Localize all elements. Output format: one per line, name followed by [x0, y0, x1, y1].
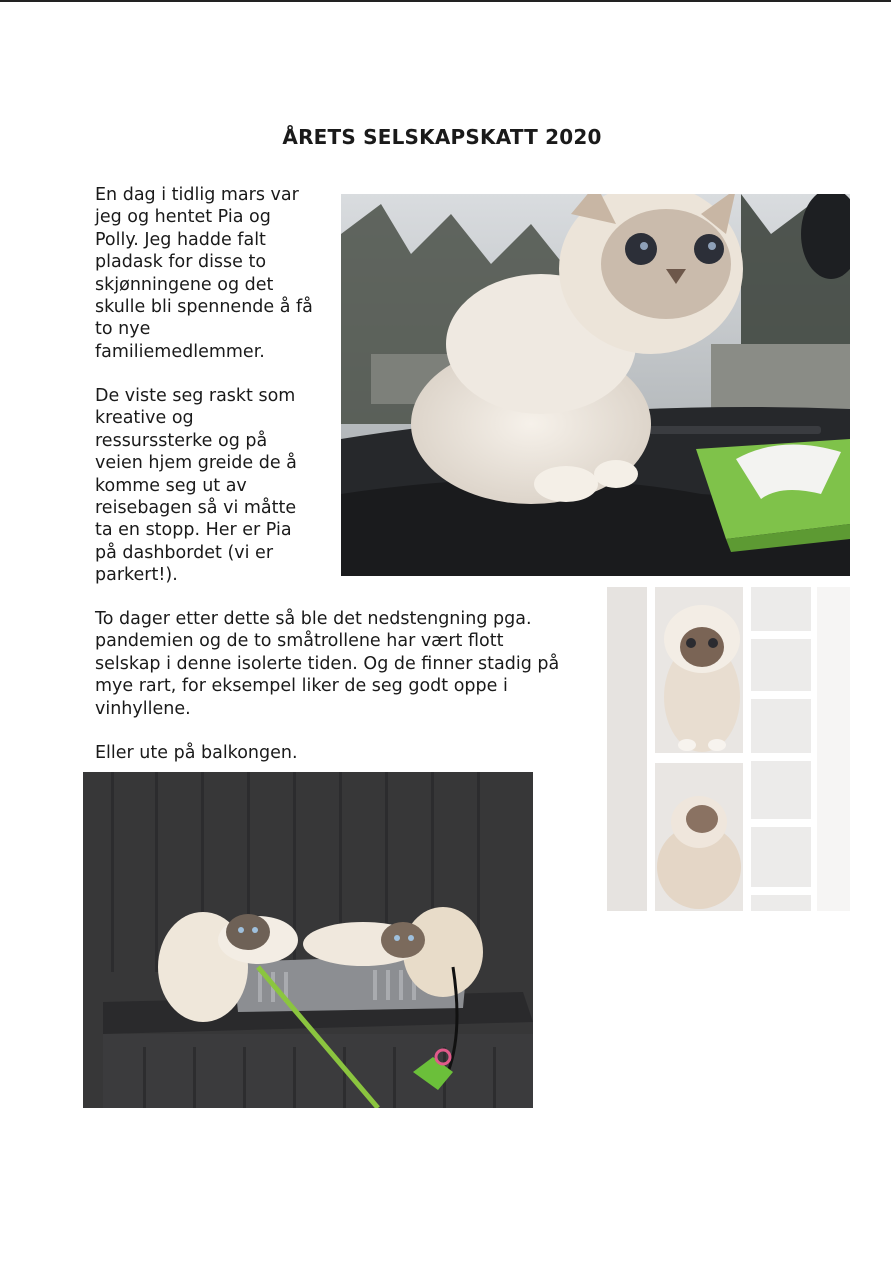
text-line: vinhyllene. — [95, 698, 191, 719]
photo-cat-on-dashboard — [341, 194, 850, 576]
text-line: skulle bli spennende å få — [95, 297, 313, 318]
text-line: Polly. Jeg hadde falt — [95, 229, 266, 250]
paragraph-1 — [95, 184, 335, 363]
text-line: pandemien og de to småtrollene har vært flott — [95, 631, 504, 652]
text-line: reisebagen så vi måtte — [95, 498, 297, 519]
text-line: på dashbordet (vi er — [95, 542, 274, 563]
text-line: kreative og — [95, 408, 194, 429]
text-line: ta en stopp. Her er Pia — [95, 520, 292, 541]
text-line: pladask for disse to — [95, 252, 267, 273]
text-line: skjønningene og det — [95, 274, 274, 295]
text-line: komme seg ut av — [95, 475, 247, 496]
text-line: familiemedlemmer. — [95, 341, 265, 362]
photo-cats-in-wine-shelf — [607, 587, 850, 911]
text-line: selskap i denne isolerte tiden. Og de finner stadig på — [95, 653, 560, 674]
text-line: To dager etter dette så ble det nedstengning pga. — [95, 609, 532, 629]
text-line: ressurssterke og på — [95, 430, 268, 451]
text-line: De viste seg raskt som — [95, 386, 296, 406]
page-title: ÅRETS SELSKAPSKATT 2020 — [282, 125, 602, 150]
paragraph-3 — [95, 608, 595, 720]
text-line: mye rart, for eksempel liker de seg godt oppe i — [95, 676, 508, 697]
text-line: En dag i tidlig mars var — [95, 185, 299, 205]
paragraph-4 — [95, 742, 595, 764]
text-line: parkert!). — [95, 565, 178, 586]
top-border-line — [0, 0, 891, 2]
text-line: Eller ute på balkongen. — [95, 743, 298, 763]
text-line: to nye — [95, 319, 151, 340]
text-line: jeg og hentet Pia og — [95, 207, 271, 228]
photo-cats-on-balcony — [83, 772, 533, 1108]
paragraph-2 — [95, 385, 335, 587]
text-line: veien hjem greide de å — [95, 453, 297, 474]
